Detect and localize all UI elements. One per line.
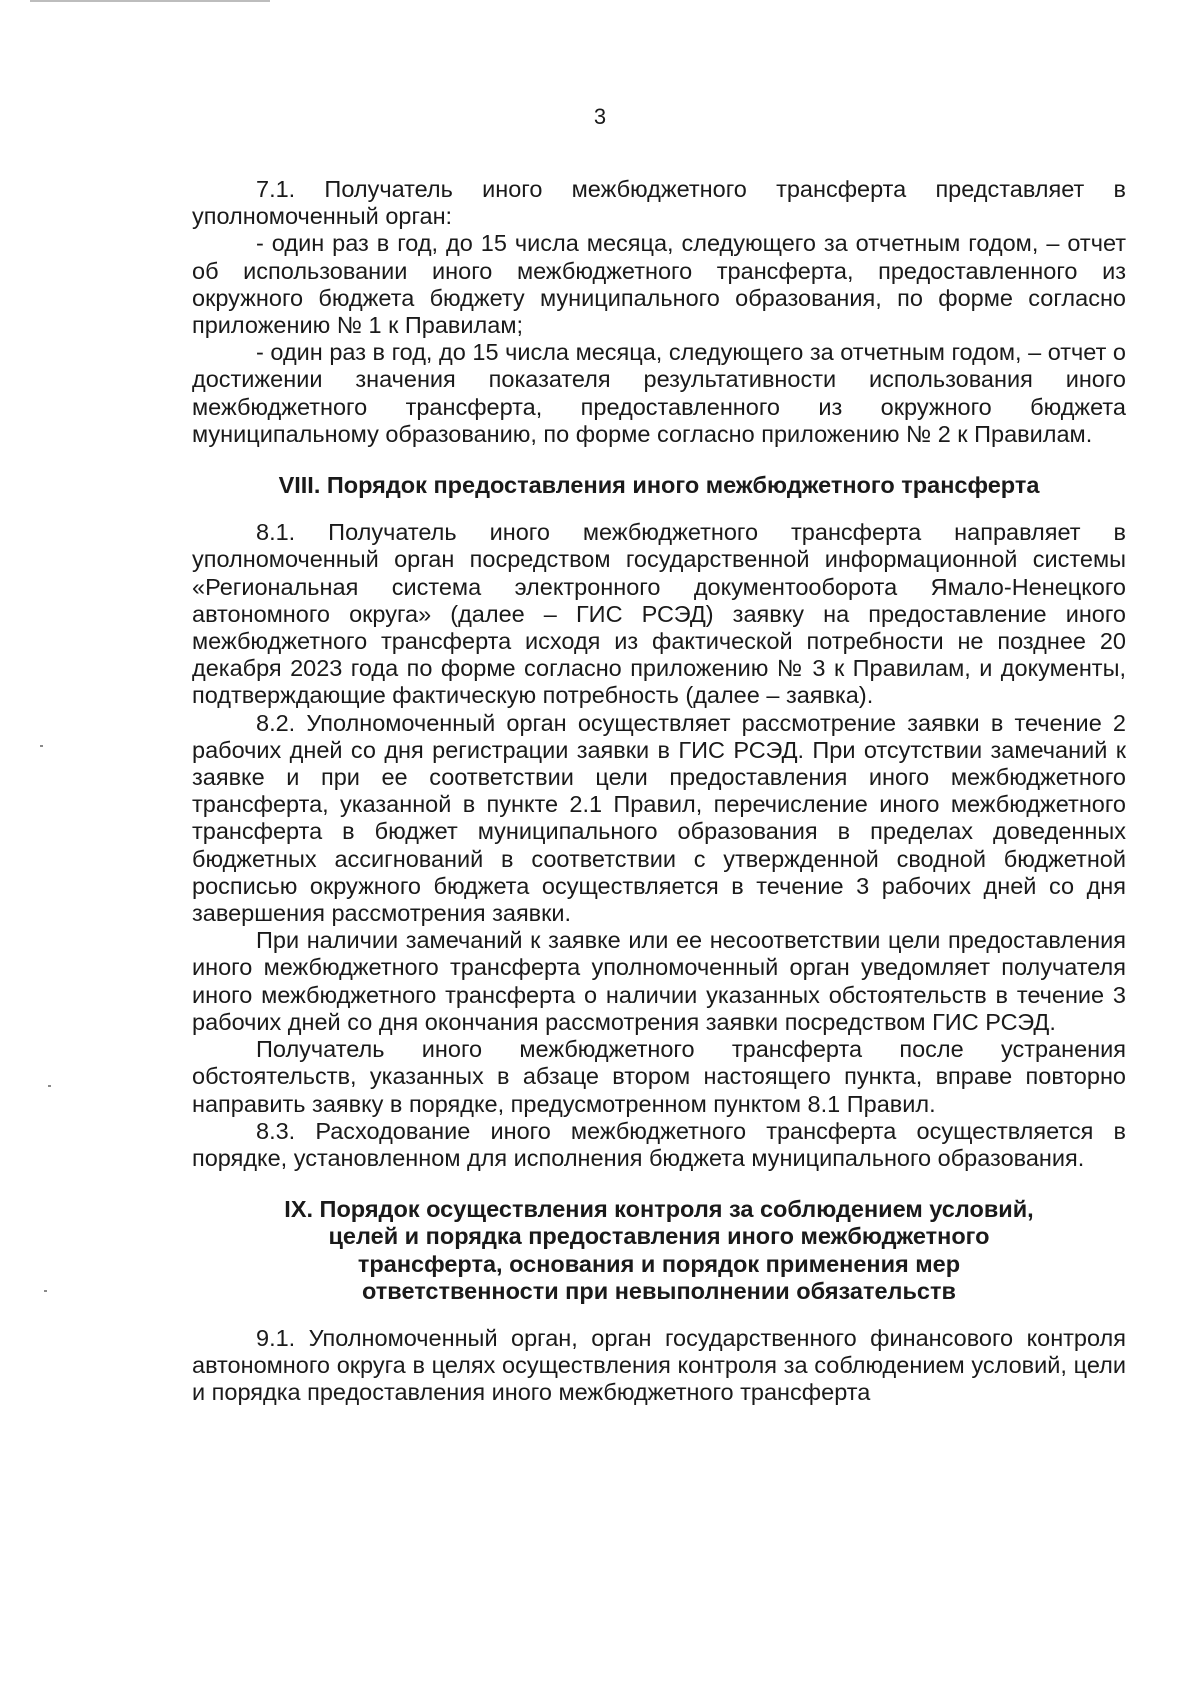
scan-edge-line	[30, 0, 270, 2]
section-8	[192, 519, 1126, 1172]
page-number: 3	[593, 104, 607, 129]
scan-dot	[44, 1290, 47, 1292]
paragraph-7-1-item-2: - один раз в год, до 15 числа месяца, следующего за отчетным годом, – отчет о достижении значения показателя результативности использования иного межбюджетного трансферта, предоставленного из окружного бюджета муниципальному образованию, по форме согласно приложению № 2 к Правилам.	[192, 339, 1126, 447]
paragraph-8-3: 8.3. Расходование иного межбюджетного трансферта осуществляется в порядке, установленном для исполнения бюджета муниципального образования.	[192, 1117, 1126, 1171]
section-9-heading-line: трансферта, основания и порядок применения мер	[357, 1250, 961, 1277]
paragraph-8-2-remarks: При наличии замечаний к заявке или ее несоответствии цели предоставления иного межбюджетного трансферта уполномоченный орган уведомляет получателя иного межбюджетного трансферта о наличии указанных обстоятельств в течение 3 рабочих дней со дня окончания рассмотрения заявки посредством ГИС РСЭД.	[192, 927, 1126, 1035]
paragraph-7-1-item-1: - один раз в год, до 15 числа месяца, следующего за отчетным годом, – отчет об использовании иного межбюджетного трансферта, предоставленного из окружного бюджета бюджету муниципального образования, по форме согласно приложению № 1 к Правилам;	[192, 230, 1126, 339]
paragraph-8-2-resubmit: Получатель иного межбюджетного трансферта после устранения обстоятельств, указанных в абзаце втором настоящего пункта, вправе повторно направить заявку в порядке, предусмотренном пунктом 8.1 Правил.	[192, 1036, 1126, 1117]
spacer	[192, 1172, 1126, 1196]
scan-dot	[40, 745, 43, 747]
section-9-heading-line: ответственности при невыполнении обязательств	[362, 1277, 956, 1304]
section-8-heading: VIII. Порядок предоставления иного межбюджетного трансферта	[278, 472, 1040, 499]
section-9-heading-line: целей и порядка предоставления иного межбюджетного	[328, 1223, 990, 1250]
document-body	[192, 176, 1126, 1407]
section-9-heading	[192, 1196, 1126, 1305]
paragraph-8-1: 8.1. Получатель иного межбюджетного трансферта направляет в уполномоченный орган посредством государственной информационной системы «Региональная система электронного документооборота Ямало-Ненецкого автономного округа» (далее – ГИС РСЭД) заявку на предоставление иного межбюджетного трансферта исходя из фактической потребности не позднее 20 декабря 2023 года по форме согласно приложению № 3 к Правилам, и документы, подтверждающие фактическую потребность (далее – заявка).	[192, 519, 1126, 709]
section-9-heading-line: IX. Порядок осуществления контроля за соблюдением условий,	[284, 1196, 1034, 1223]
spacer	[192, 448, 1126, 472]
paragraph-9-1: 9.1. Уполномоченный орган, орган государственного финансового контроля автономного округа в целях осуществления контроля за соблюдением условий, цели и порядка предоставления иного межбюджетного трансферта	[192, 1324, 1126, 1406]
spacer	[192, 1305, 1126, 1325]
scan-dot	[48, 1085, 51, 1087]
section-9	[192, 1325, 1126, 1407]
paragraph-8-2: 8.2. Уполномоченный орган осуществляет рассмотрение заявки в течение 2 рабочих дней со дня регистрации заявки в ГИС РСЭД. При отсутствии замечаний к заявке и при ее соответствии цели предоставления иного межбюджетного трансферта, указанной в пункте 2.1 Правил, перечисление иного межбюджетного трансферта в бюджет муниципального образования в пределах доведенных бюджетных ассигнований в соответствии с утвержденной сводной бюджетной росписью окружного бюджета осуществляется в течение 3 рабочих дней со дня завершения рассмотрения заявки.	[192, 709, 1126, 927]
spacer	[192, 499, 1126, 519]
section-7	[192, 176, 1126, 448]
paragraph-7-1: 7.1. Получатель иного межбюджетного трансферта представляет в уполномоченный орган:	[192, 176, 1126, 230]
